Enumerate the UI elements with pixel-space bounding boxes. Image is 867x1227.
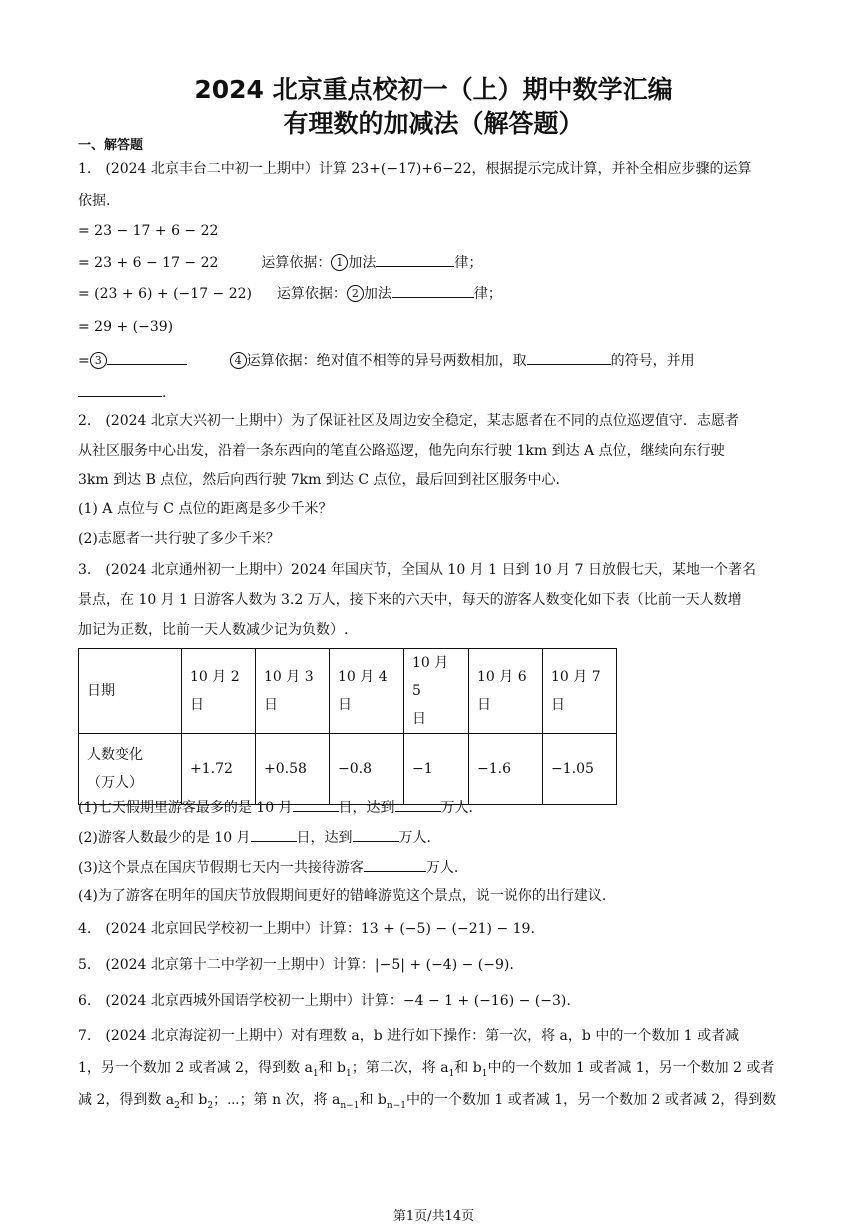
- q1-step-5-basis: 运算依据：绝对值不相等的异号两数相加，取: [246, 353, 527, 369]
- circled-4: 4: [230, 352, 247, 369]
- circled-3: 3: [90, 352, 107, 369]
- circled-2: 2: [347, 285, 364, 302]
- q1-step-3-expr: = (23 + 6) + (−17 − 22): [78, 286, 253, 302]
- q1-step-3: [78, 283, 502, 303]
- q3-p2-b: 日，达到: [296, 830, 353, 846]
- circled-1: 1: [331, 254, 348, 271]
- subscript: n−1: [386, 1100, 406, 1111]
- date-day: 日: [264, 697, 278, 713]
- q7-l2-c: ；第二次，将 a: [351, 1060, 449, 1076]
- table-head-label: 日期: [79, 649, 182, 734]
- q3-line-3: 加记为正数，比前一天人数减少记为负数）.: [78, 622, 349, 638]
- date-day: 日: [190, 697, 204, 713]
- date-month: 10 月 2: [190, 669, 240, 685]
- table-value-cell: +0.58: [256, 734, 330, 805]
- q2-line-1: 2. (2024 北京大兴初一上期中）为了保证社区及周边安全稳定，某志愿者在不同的点位巡逻值守．志愿者: [78, 413, 739, 429]
- q1-step-6: [78, 382, 166, 402]
- table-value-cell: −1.05: [543, 734, 617, 805]
- table-date-cell: [182, 649, 256, 734]
- q3-p1-c: 万人.: [440, 800, 473, 816]
- q3-p3-b: 万人.: [425, 860, 459, 876]
- date-day: 日: [338, 697, 352, 713]
- date-month: 10 月 7: [551, 669, 601, 685]
- blank-2[interactable]: [392, 283, 474, 298]
- q3-part-3: [78, 857, 458, 877]
- q1-line-1: 1. (2024 北京丰台二中初一上期中）计算 23+(−17)+6−22，根据提示完成计算，并补全相应步骤的运算: [78, 161, 752, 177]
- q1-step-5: [78, 350, 695, 370]
- q1-line-2: 依据.: [78, 193, 111, 209]
- q3-part-1: [78, 797, 473, 817]
- q7-l2-d: 和 b: [454, 1060, 482, 1076]
- blank-q3-1a[interactable]: [293, 797, 339, 812]
- table-date-cell: [469, 649, 543, 734]
- table-value-cell: −1.6: [469, 734, 543, 805]
- subscript: 1: [481, 1068, 488, 1079]
- q1-period: .: [162, 385, 167, 401]
- date-month: 10 月 3: [264, 669, 314, 685]
- blank-q3-3[interactable]: [364, 857, 426, 872]
- q3-part-2: [78, 827, 431, 847]
- q7-line-3: [78, 1091, 776, 1115]
- subscript: 2: [207, 1100, 214, 1111]
- date-month: 10 月 6: [477, 669, 527, 685]
- q2-line-2: 从社区服务中心出发，沿着一条东西向的笔直公路巡逻，他先向东行驶 1km 到达 A 点位，继续向东行驶: [78, 443, 725, 459]
- q3-line-1: 3. (2024 北京通州初一上期中）2024 年国庆节，全国从 10 月 1 日到 10 月 7 日放假七天，某地一个著名: [78, 562, 757, 578]
- q7-l3-a: 减 2，得到数 a: [78, 1092, 175, 1108]
- subscript: 1: [346, 1068, 352, 1079]
- q1-step-2: [78, 252, 482, 272]
- document-title: 2024 北京重点校初一（上）期中数学汇编: [194, 75, 673, 104]
- q1-step-2-law: 律；: [454, 255, 483, 271]
- q4-line: 4. (2024 北京回民学校初一上期中）计算：13 + (−5) − (−21) − 19.: [78, 921, 535, 937]
- section-heading: 一、解答题: [78, 138, 144, 153]
- row-label-line-2: （万人）: [87, 775, 143, 791]
- subscript: 1: [312, 1068, 319, 1079]
- table-date-cell: [256, 649, 330, 734]
- q1-step-2-expr: = 23 + 6 − 17 − 22: [78, 255, 219, 271]
- subscript: 2: [174, 1100, 180, 1111]
- q7-l3-e: 中的一个数加 1 或者减 1，另一个数加 2 或者减 2，得到数: [405, 1092, 777, 1108]
- date-day: 日: [477, 697, 491, 713]
- q3-p2-a: (2)游客人数最少的是 10 月: [78, 830, 251, 846]
- q2-part-1: (1) A 点位与 C 点位的距离是多少千米？: [78, 501, 333, 517]
- date-day: 日: [551, 697, 565, 713]
- q1-step-5-tail: 的符号，并用: [610, 353, 695, 369]
- q7-l2-b: 和 b: [318, 1060, 347, 1076]
- q1-step-4: = 29 + (−39): [78, 319, 174, 335]
- table-date-cell: [404, 649, 469, 734]
- q3-p1-a: (1)七天假期里游客最多的是 10 月: [78, 800, 293, 816]
- q1-step-3-law: 律；: [473, 286, 502, 302]
- visitor-change-table: [78, 648, 617, 805]
- date-day: 日: [412, 711, 426, 727]
- q7-line-2: [78, 1059, 774, 1083]
- q7-l3-c: ；⋯；第 n 次，将 a: [213, 1092, 341, 1108]
- blank-q3-2a[interactable]: [251, 827, 297, 842]
- q2-line-3: 3km 到达 B 点位，然后向西行驶 7km 到达 C 点位，最后回到社区服务中心.: [78, 472, 560, 488]
- document-subtitle: 有理数的加减法（解答题）: [283, 109, 584, 138]
- q7-l2-a: 1，另一个数加 2 或者减 2，得到数 a: [78, 1060, 313, 1076]
- row-label-line-1: 人数变化: [87, 747, 143, 763]
- date-month: 10 月 4: [338, 669, 388, 685]
- date-month: 10 月 5: [412, 655, 449, 699]
- blank-3[interactable]: [107, 350, 187, 365]
- q7-l3-b: 和 b: [179, 1092, 208, 1108]
- q1-step-3-basis: 运算依据：: [276, 286, 347, 302]
- table-date-cell: [330, 649, 404, 734]
- table-value-cell: +1.72: [182, 734, 256, 805]
- q5-line: 5. (2024 北京第十二中学初一上期中）计算：|−5| + (−4) − (−9).: [78, 957, 514, 973]
- table-value-cell: −1: [404, 734, 469, 805]
- blank-4b[interactable]: [78, 382, 162, 397]
- q3-p3-a: (3)这个景点在国庆节假期七天内一共接待游客: [78, 860, 364, 876]
- q1-step-2-add: 加法: [348, 255, 377, 271]
- blank-1[interactable]: [376, 252, 454, 267]
- blank-4a[interactable]: [527, 350, 611, 365]
- table-row: [79, 649, 617, 734]
- q1-step-5-eq: =: [78, 353, 90, 369]
- blank-q3-2b[interactable]: [353, 827, 399, 842]
- table-value-cell: −0.8: [330, 734, 404, 805]
- q1-step-2-basis: 运算依据：: [261, 255, 332, 271]
- q3-p1-b: 日，达到: [338, 800, 395, 816]
- q3-line-2: 景点，在 10 月 1 日游客人数为 3.2 万人，接下来的六天中，每天的游客人数变化如下表（比前一天人数增: [78, 592, 742, 608]
- q6-line: 6. (2024 北京西城外国语学校初一上期中）计算：−4 − 1 + (−16) − (−3).: [78, 993, 571, 1009]
- q7-line-1: 7. (2024 北京海淀初一上期中）对有理数 a，b 进行如下操作：第一次，将 a，b 中的一个数加 1 或者减: [78, 1028, 740, 1044]
- table-date-cell: [543, 649, 617, 734]
- q7-l2-e: 中的一个数加 1 或者减 1，另一个数加 2 或者: [487, 1060, 775, 1076]
- blank-q3-1b[interactable]: [395, 797, 441, 812]
- subscript: 1: [448, 1068, 455, 1079]
- q3-part-4: (4)为了游客在明年的国庆节放假期间更好的错峰游览这个景点，说一说你的出行建议.: [78, 888, 607, 904]
- q1-step-1: = 23 − 17 + 6 − 22: [78, 223, 219, 239]
- q1-step-3-add: 加法: [363, 286, 392, 302]
- q7-l3-d: 和 b: [359, 1092, 387, 1108]
- q3-p2-c: 万人.: [398, 830, 431, 846]
- table-row: [79, 734, 617, 805]
- page-footer: 第1页/共14页: [392, 1209, 475, 1224]
- subscript: n−1: [340, 1100, 360, 1111]
- q2-part-2: (2)志愿者一共行驶了多少千米？: [78, 531, 280, 547]
- table-row-label: [79, 734, 182, 805]
